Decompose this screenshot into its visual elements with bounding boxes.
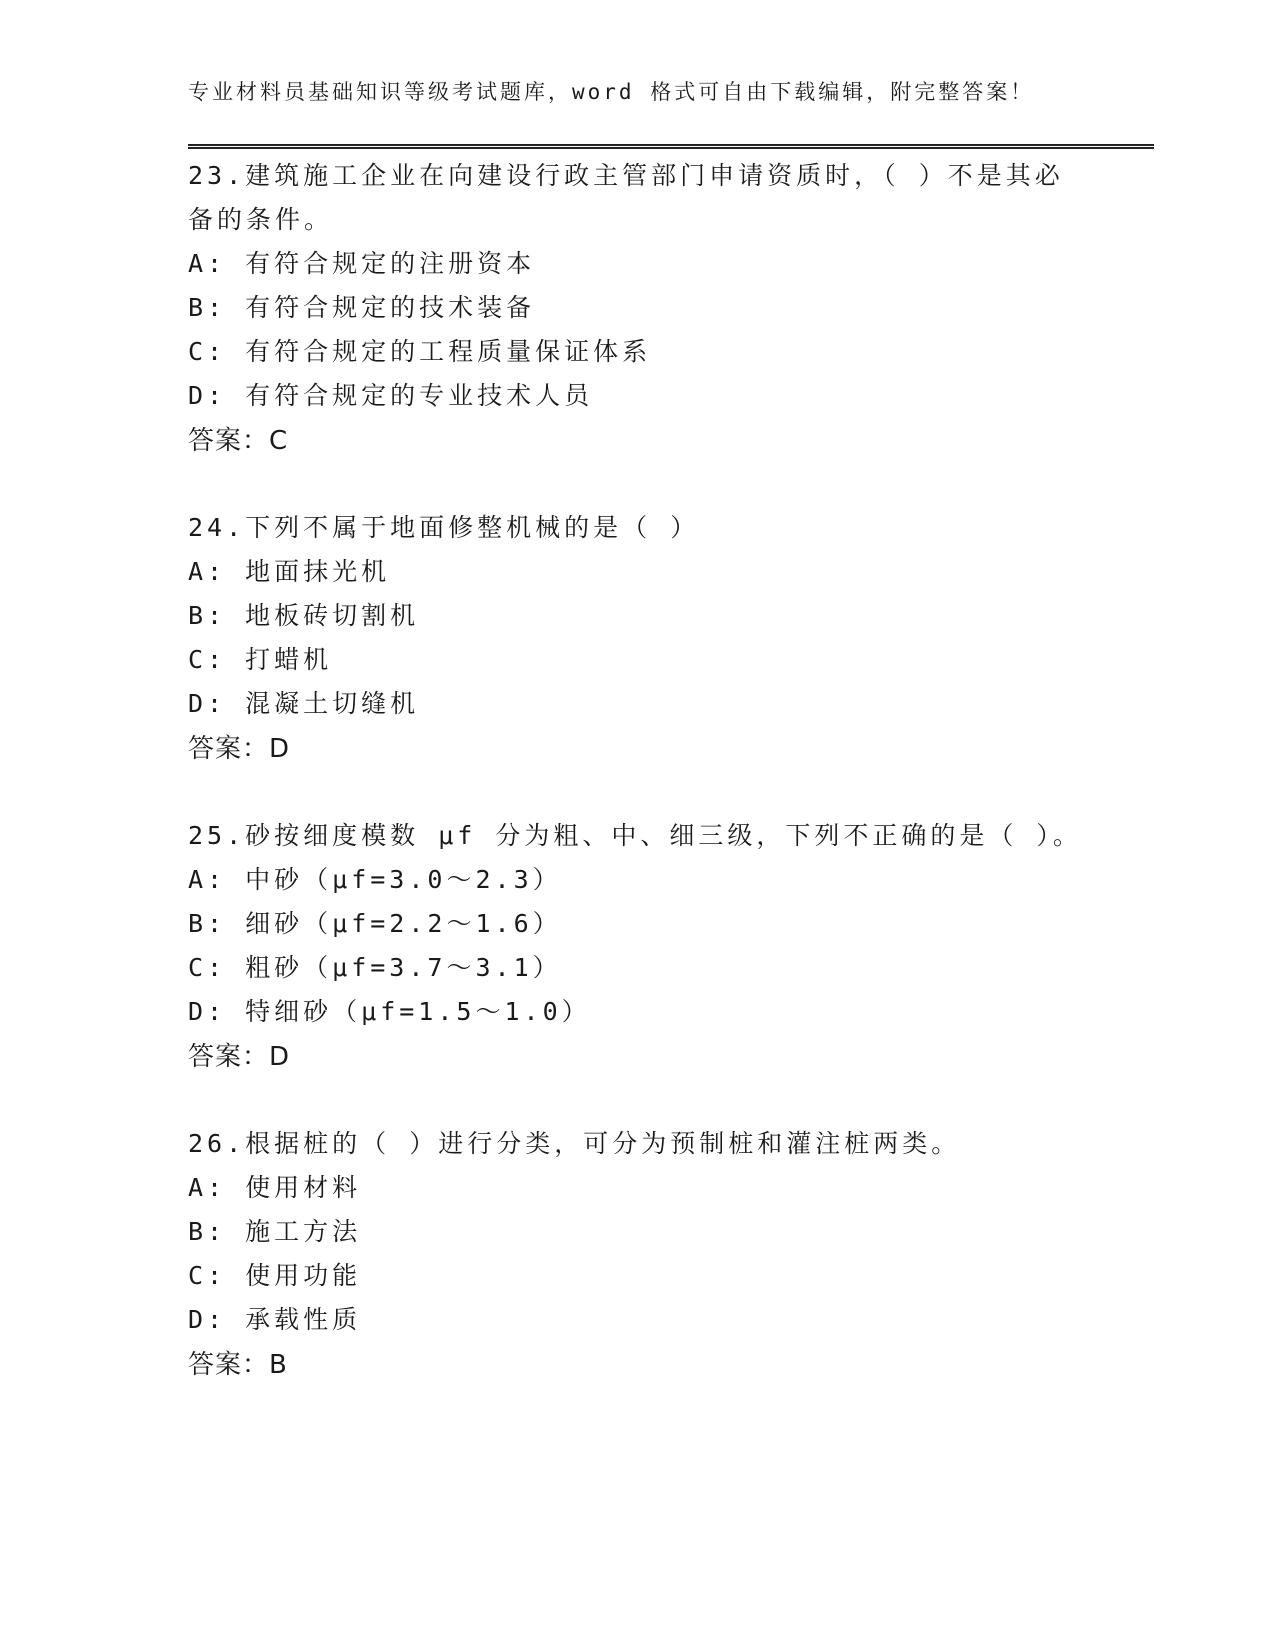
question-24-option-c: C: 打蜡机 xyxy=(188,645,333,674)
question-26-option-b: B: 施工方法 xyxy=(188,1217,362,1246)
question-26-answer: 答案：B xyxy=(188,1350,288,1380)
question-25-option-c: C: 粗砂（μf=3.7～3.1） xyxy=(188,953,562,982)
question-23-stem-line-2: 备的条件。 xyxy=(188,205,334,234)
question-25-answer: 答案：D xyxy=(188,1042,291,1072)
question-24-stem-line-1: 24.下列不属于地面修整机械的是（ ） xyxy=(188,513,700,542)
page-header: 专业材料员基础知识等级考试题库，word 格式可自由下载编辑，附完整答案！ xyxy=(188,80,1035,104)
question-25-stem-line-1: 25.砂按细度模数 μf 分为粗、中、细三级，下列不正确的是（ ）。 xyxy=(188,821,1082,850)
question-26-option-c: C: 使用功能 xyxy=(188,1261,362,1290)
header-double-rule xyxy=(188,144,1154,149)
question-24-answer: 答案：D xyxy=(188,734,291,764)
question-23-option-d: D: 有符合规定的专业技术人员 xyxy=(188,381,594,410)
question-23-option-b: B: 有符合规定的技术装备 xyxy=(188,293,536,322)
question-23-option-a: A: 有符合规定的注册资本 xyxy=(188,249,536,278)
question-23-stem-line-1: 23.建筑施工企业在向建设行政主管部门申请资质时，（ ）不是其必 xyxy=(188,161,1064,190)
question-26-stem-line-1: 26.根据桩的（ ）进行分类，可分为预制桩和灌注桩两类。 xyxy=(188,1129,961,1158)
question-26-option-d: D: 承载性质 xyxy=(188,1305,362,1334)
question-24-option-d: D: 混凝土切缝机 xyxy=(188,689,420,718)
question-25-option-b: B: 细砂（μf=2.2～1.6） xyxy=(188,909,562,938)
question-23-option-c: C: 有符合规定的工程质量保证体系 xyxy=(188,337,652,366)
question-23-answer: 答案：C xyxy=(188,426,289,456)
question-25-option-d: D: 特细砂（μf=1.5～1.0） xyxy=(188,997,591,1026)
question-25-option-a: A: 中砂（μf=3.0～2.3） xyxy=(188,865,562,894)
question-24-option-b: B: 地板砖切割机 xyxy=(188,601,420,630)
question-24-option-a: A: 地面抹光机 xyxy=(188,557,391,586)
question-26-option-a: A: 使用材料 xyxy=(188,1173,362,1202)
